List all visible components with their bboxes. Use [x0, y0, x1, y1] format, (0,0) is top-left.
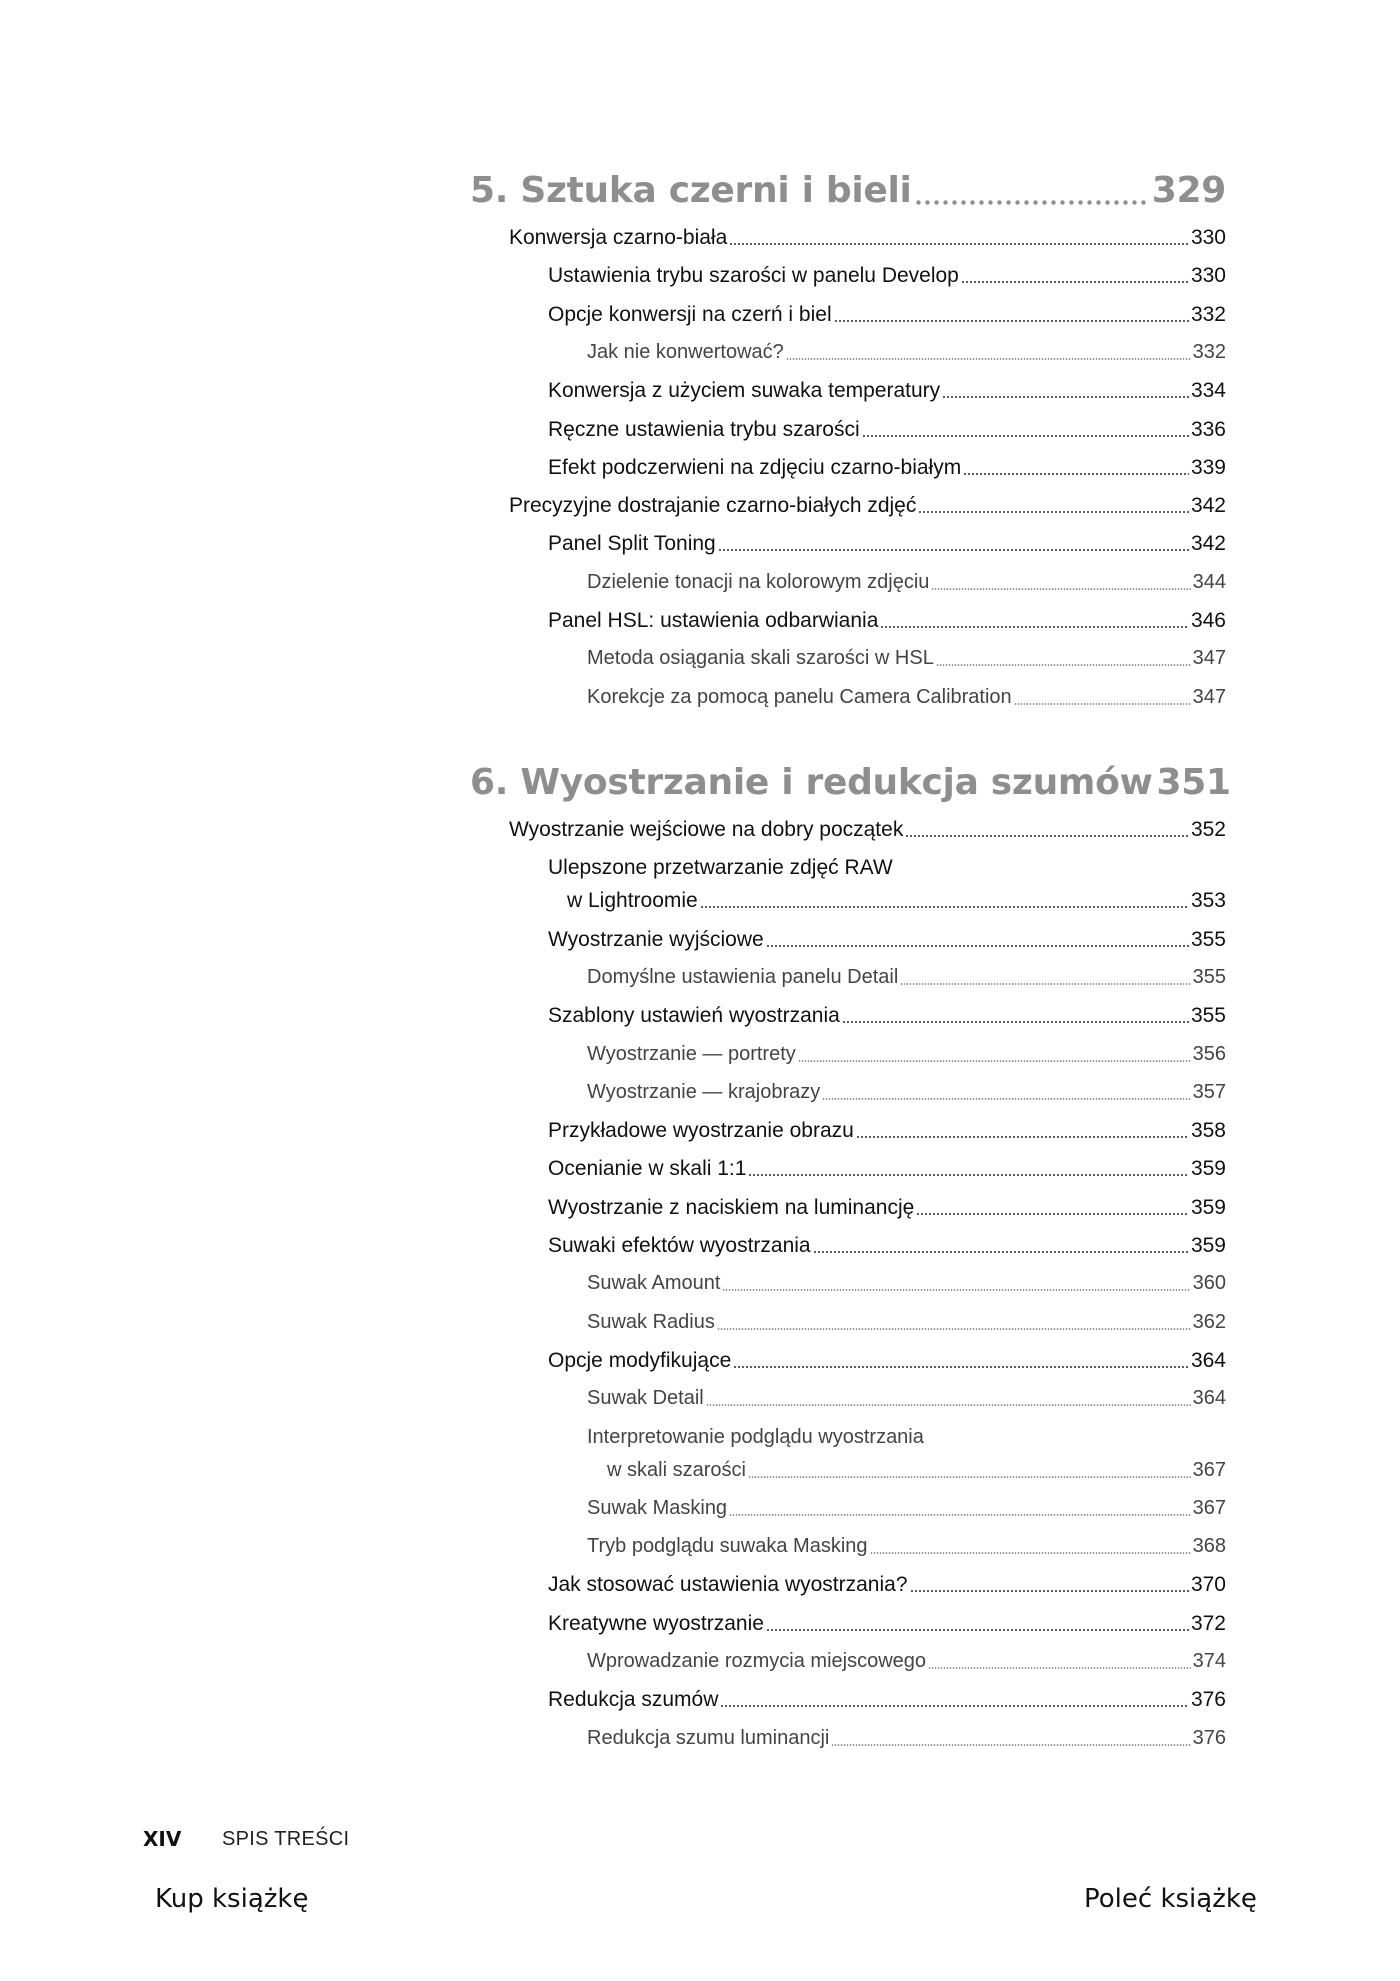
leader-dots: [717, 1328, 1191, 1330]
toc-entry-page: 367: [1192, 1458, 1226, 1481]
leader-dots: [1014, 703, 1191, 705]
toc-entry-page: 355: [1192, 965, 1226, 988]
toc-entry-page: 346: [1190, 609, 1226, 632]
toc-entry-title: Wprowadzanie rozmycia miejscowego: [587, 1650, 927, 1672]
toc-entry-title: Domyślne ustawienia panelu Detail: [587, 965, 899, 988]
buy-book-link[interactable]: Kup książkę: [155, 1884, 309, 1914]
leader-dots: [931, 588, 1190, 590]
toc-entry-page: 332: [1192, 340, 1226, 363]
toc-entry-title: Kreatywne wyostrzanie: [548, 1611, 764, 1635]
toc-entry-page: 344: [1192, 570, 1226, 593]
leader-dots: [856, 1136, 1189, 1138]
toc-entry-title: Jak nie konwertować?: [587, 340, 784, 363]
toc-entry-page: 367: [1192, 1496, 1226, 1519]
leader-dots: [936, 664, 1191, 666]
toc-entry-title: Ustawienia trybu szarości w panelu Develop: [548, 264, 959, 288]
toc-entry-continuation: w Lightroomie: [567, 889, 698, 913]
toc-entry: [509, 494, 1226, 518]
leader-dots: [918, 511, 1189, 513]
toc-entry-page: 364: [1190, 1348, 1226, 1372]
leader-dots: [910, 1590, 1189, 1592]
leader-dots: [748, 1174, 1189, 1176]
toc-entry: [587, 1043, 1226, 1066]
leader-dots: [720, 1705, 1189, 1707]
toc-entry-page: 370: [1190, 1573, 1226, 1597]
toc-entry: [509, 818, 1226, 842]
toc-entry-title: Ulepszone przetwarzanie zdjęć RAW: [548, 856, 893, 880]
leader-dots: [963, 473, 1189, 475]
toc-entry-page: 353: [1190, 889, 1226, 913]
toc-entry-title: Opcje modyfikujące: [548, 1348, 732, 1372]
toc-entry: [548, 456, 1226, 480]
toc-entry-page: 355: [1190, 927, 1226, 951]
leader-dots: [733, 1366, 1189, 1368]
toc-entry-title: Dzielenie tonacji na kolorowym zdjęciu: [587, 570, 930, 593]
toc-entry: [587, 686, 1226, 709]
toc-entry-page: 347: [1192, 685, 1226, 708]
toc-entry-page: 356: [1192, 1042, 1226, 1065]
chapter-heading: [470, 170, 1226, 211]
toc-entry-title: Konwersja czarno-biała: [509, 226, 728, 249]
toc-entry-title: Wyostrzanie wyjściowe: [548, 927, 764, 951]
toc-entry-title: Opcje konwersji na czerń i biel: [548, 302, 832, 326]
toc-entry: [567, 889, 1226, 913]
running-footer-label: SPIS TREŚCI: [222, 1828, 350, 1850]
toc-entry: [587, 1272, 1226, 1295]
toc-entry: [548, 928, 1226, 952]
toc-entry: [548, 1573, 1226, 1597]
recommend-book-link[interactable]: Poleć książkę: [1084, 1884, 1257, 1914]
toc-entry-title: Suwak Radius: [587, 1310, 715, 1333]
toc-entry-page: 360: [1192, 1272, 1226, 1295]
toc-entry: [548, 1119, 1226, 1143]
toc-entry-title: Suwak Masking: [587, 1496, 728, 1519]
leader-dots: [748, 1476, 1191, 1478]
toc-entry-title: Ręczne ustawienia trybu szarości: [548, 417, 860, 441]
toc-entry-title: Szablony ustawień wyostrzania: [548, 1004, 840, 1028]
leader-dots: [834, 320, 1189, 322]
toc-entry: [587, 1497, 1226, 1520]
toc-entry-title: Jak stosować ustawienia wyostrzania?: [548, 1573, 908, 1597]
toc-entry: [548, 303, 1226, 327]
toc-entry: [587, 966, 1226, 989]
leader-dots: [729, 1514, 1191, 1516]
chapter-heading: [470, 762, 1231, 803]
leader-dots: [880, 626, 1189, 628]
chapter-title: 6. Wyostrzanie i redukcja szumów: [470, 762, 1153, 803]
toc-entry-title: Suwaki efektów wyostrzania: [548, 1234, 811, 1257]
leader-dots: [942, 396, 1189, 398]
toc-entry: [548, 264, 1226, 288]
toc-entry: [548, 379, 1226, 403]
leader-dots: [928, 1667, 1191, 1669]
toc-entry: [607, 1459, 1226, 1482]
toc-entry-title: Interpretowanie podglądu wyostrzania: [587, 1425, 924, 1448]
leader-dots: [905, 835, 1189, 837]
toc-entry: [548, 1349, 1226, 1373]
leader-dots: [961, 281, 1189, 283]
toc-entry-title: Panel Split Toning: [548, 532, 716, 556]
toc-entry-title: Wyostrzanie wejściowe na dobry początek: [509, 818, 904, 841]
toc-entry-title: Przykładowe wyostrzanie obrazu: [548, 1119, 854, 1143]
leader-dots: [870, 1552, 1191, 1554]
toc-entry-title: Metoda osiągania skali szarości w HSL: [587, 647, 934, 670]
toc-entry-page: 357: [1192, 1080, 1226, 1103]
toc-entry-page: 342: [1190, 494, 1226, 518]
toc-entry-page: 355: [1190, 1004, 1226, 1028]
leader-dots: [900, 983, 1190, 985]
toc-entry-page: 342: [1190, 532, 1226, 556]
leader-dots: [831, 1744, 1190, 1746]
toc-entry-title: Efekt podczerwieni na zdjęciu czarno-białym: [548, 455, 962, 479]
toc-entry: [587, 1081, 1226, 1104]
toc-entry-title: Suwak Detail: [587, 1387, 704, 1410]
toc-entry-title: Wyostrzanie — krajobrazy: [587, 1080, 821, 1103]
toc-entry-page: 330: [1190, 226, 1226, 249]
leader-dots: [842, 1021, 1189, 1023]
leader-dots: [718, 549, 1189, 551]
toc-entry: [587, 647, 1226, 670]
toc-entry-page: 372: [1190, 1611, 1226, 1635]
toc-entry: [587, 1727, 1226, 1750]
leader-dots: [862, 435, 1189, 437]
toc-entry: [509, 226, 1226, 250]
toc-entry: [587, 1387, 1226, 1410]
leader-dots: [786, 358, 1191, 360]
toc-entry-title: Wyostrzanie z naciskiem na luminancję: [548, 1195, 915, 1219]
toc-entry: [548, 532, 1226, 556]
toc-entry: [587, 1535, 1226, 1558]
toc-entry-page: 362: [1192, 1310, 1226, 1333]
toc-entry: [548, 1688, 1226, 1712]
toc-entry-page: 359: [1190, 1157, 1226, 1181]
leader-dots: [766, 1629, 1189, 1631]
leader-dots: [722, 1289, 1190, 1291]
toc-entry-page: 364: [1192, 1387, 1226, 1410]
toc-entry-page: 359: [1190, 1195, 1226, 1219]
toc-entry: [548, 1004, 1226, 1028]
leader-dots: [729, 243, 1189, 245]
toc-entry-continuation: w skali szarości: [607, 1458, 746, 1481]
page-number: XIV: [143, 1827, 182, 1851]
toc-entry-title: Panel HSL: ustawienia odbarwiania: [548, 609, 879, 632]
toc-entry: [548, 609, 1226, 633]
toc-entry-title: Redukcja szumów: [548, 1688, 719, 1712]
toc-entry: [587, 1311, 1226, 1334]
leader-dots: [822, 1098, 1190, 1100]
toc-entry-page: 359: [1190, 1234, 1226, 1257]
toc-entry-page: 339: [1190, 455, 1226, 479]
toc-entry-page: 374: [1192, 1650, 1226, 1672]
chapter-page: 351: [1156, 762, 1231, 803]
leader-dots: [916, 1213, 1189, 1215]
leader-dots: [813, 1251, 1189, 1253]
toc-entry-title: Konwersja z użyciem suwaka temperatury: [548, 379, 941, 403]
leader-dots: [706, 1404, 1191, 1406]
leader-dots: [766, 945, 1189, 947]
toc-entry-page: 334: [1190, 379, 1226, 403]
toc-entry-page: 352: [1190, 818, 1226, 841]
toc-entry-title: Redukcja szumu luminancji: [587, 1726, 830, 1749]
toc-entry-page: 330: [1190, 264, 1226, 288]
toc-entry-title: Wyostrzanie — portrety: [587, 1042, 796, 1065]
toc-entry-title: Ocenianie w skali 1:1: [548, 1157, 747, 1181]
toc-entry-title: Precyzyjne dostrajanie czarno-białych zdjęć: [509, 494, 917, 518]
toc-entry: [548, 1234, 1226, 1258]
toc-entry-page: 368: [1192, 1535, 1226, 1558]
toc-entry-page: 376: [1190, 1688, 1226, 1712]
leader-dots: [798, 1060, 1191, 1062]
leader-dots: [700, 906, 1189, 908]
toc-entry: [587, 341, 1226, 364]
toc-entry-page: 347: [1192, 647, 1226, 670]
toc-entry-page: 358: [1190, 1119, 1226, 1143]
toc-entry: [548, 1157, 1226, 1181]
toc-entry: [587, 1650, 1226, 1673]
toc-entry-title: Korekcje za pomocą panelu Camera Calibration: [587, 685, 1012, 708]
toc-entry: [548, 1612, 1226, 1636]
chapter-page: 329: [1151, 170, 1226, 211]
toc-entry: [587, 571, 1226, 594]
toc-entry-page: 332: [1190, 302, 1226, 326]
toc-entry-title: Suwak Amount: [587, 1272, 721, 1295]
chapter-title: 5. Sztuka czerni i bieli: [470, 170, 912, 211]
toc-entry-page: 376: [1192, 1726, 1226, 1749]
toc-entry: [548, 1196, 1226, 1220]
leader-dots: [914, 200, 1150, 205]
toc-entry-title: Tryb podglądu suwaka Masking: [587, 1535, 868, 1558]
toc-entry-page: 336: [1190, 417, 1226, 441]
toc-entry: [548, 418, 1226, 442]
